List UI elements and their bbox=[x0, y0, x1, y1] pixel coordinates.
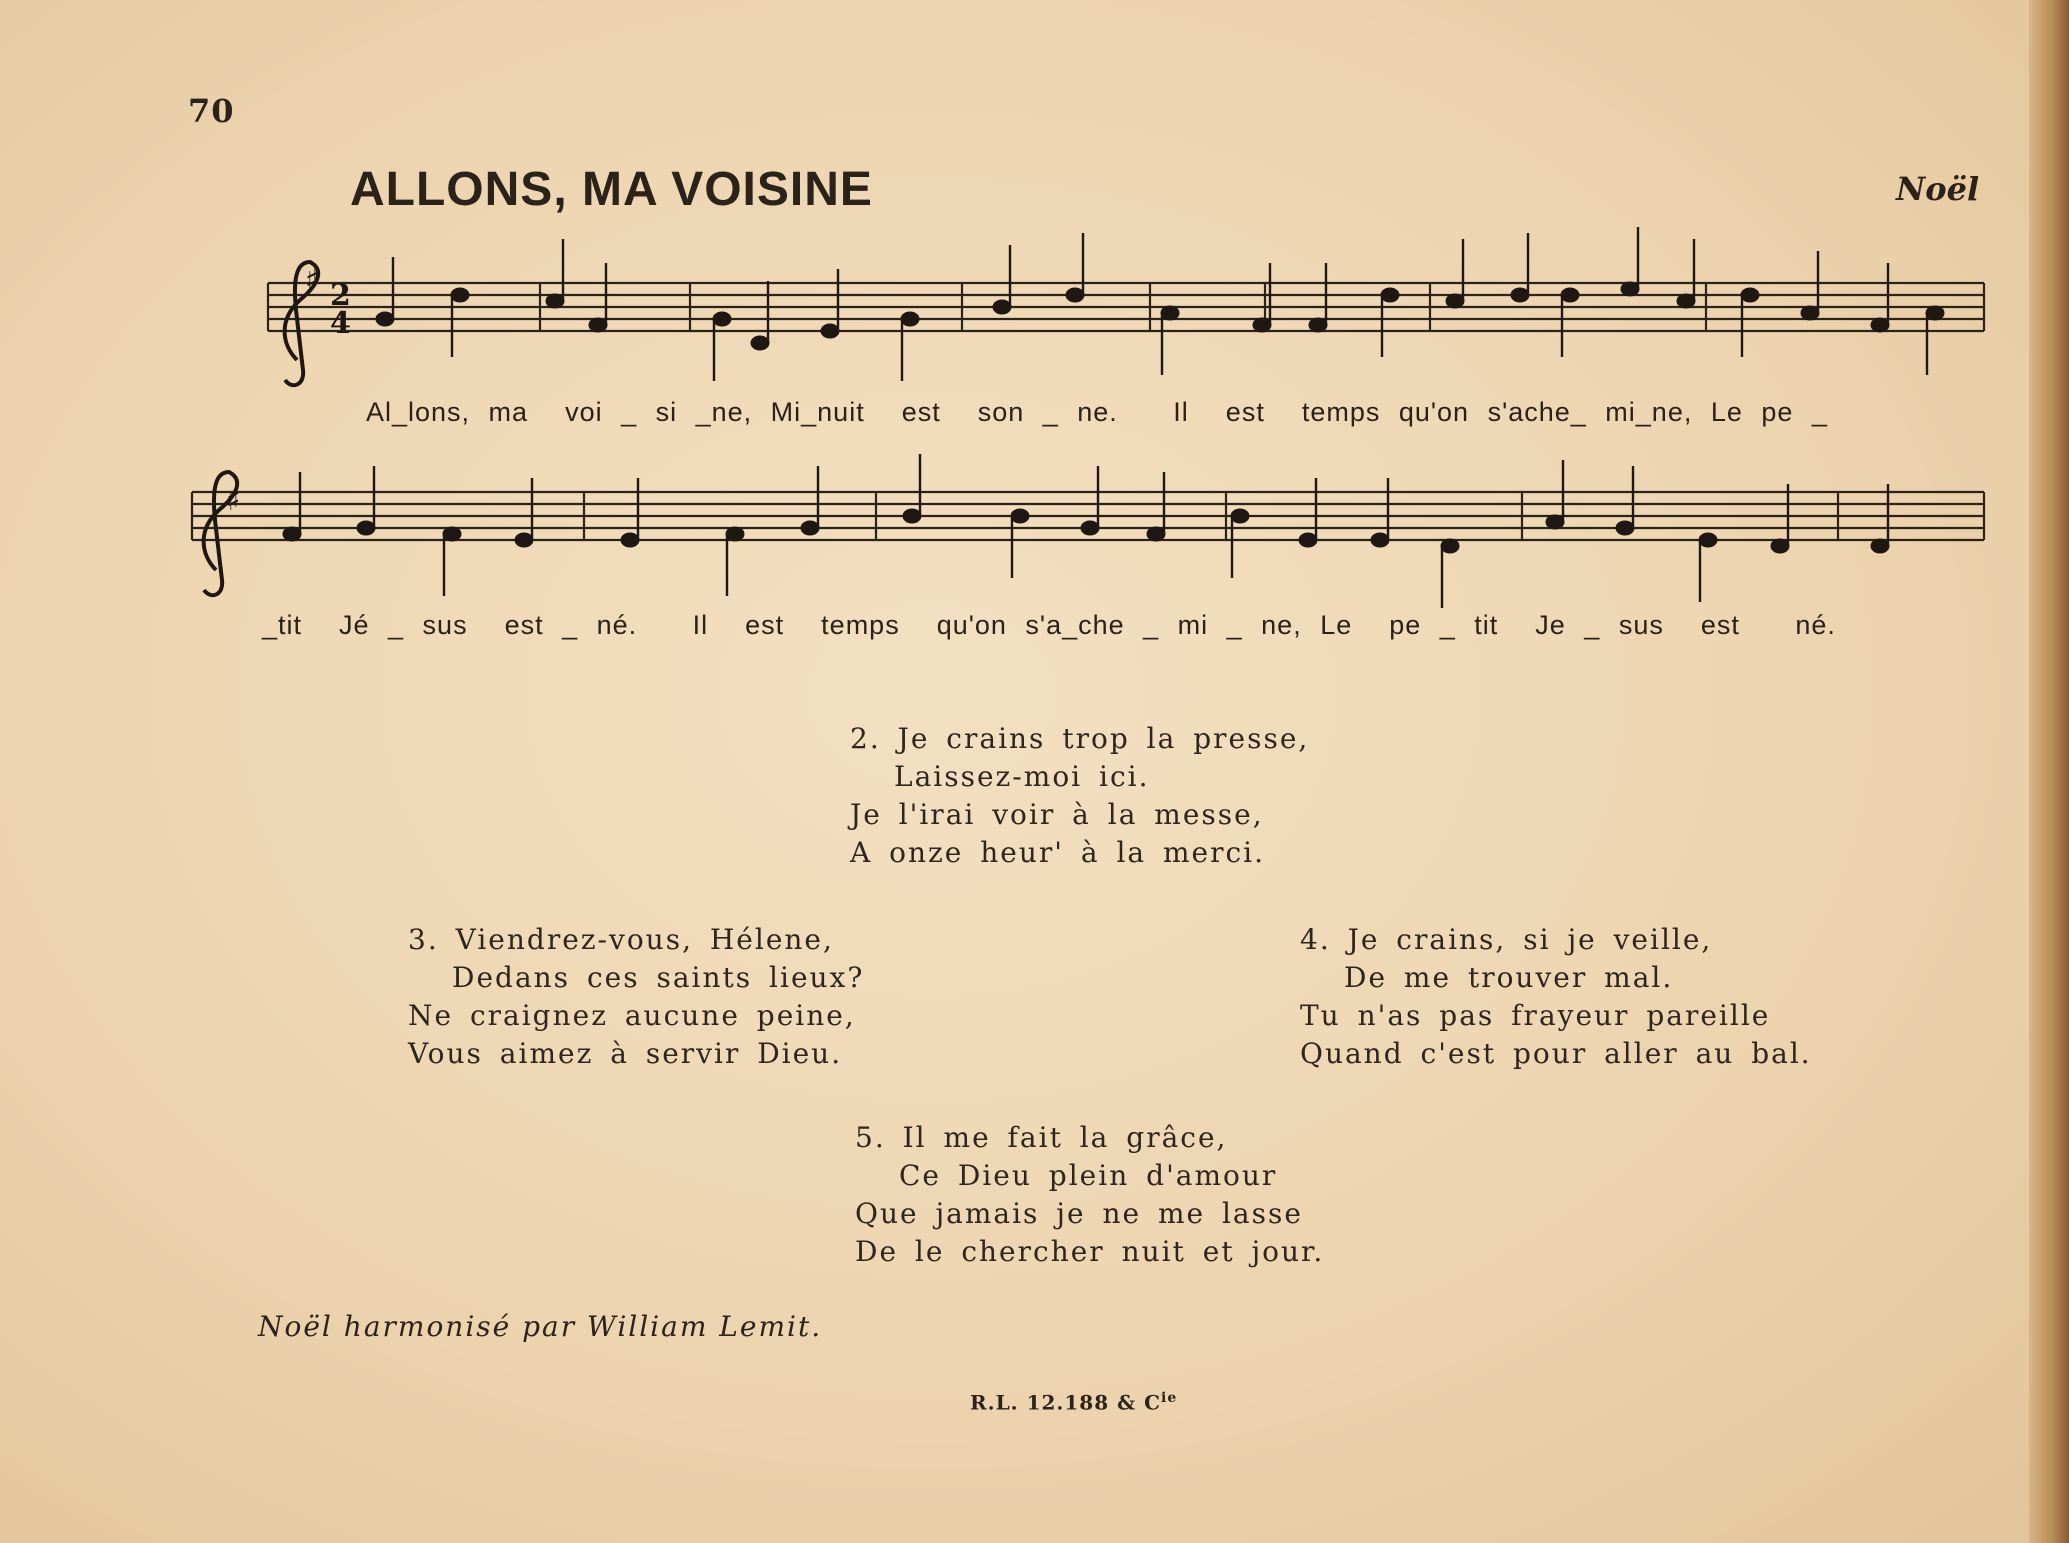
lyrics-line-1: Al_lons, ma voi _ si _ne, Mi_nuit est son _ ne. Il est temps qu'on s'ache_ mi_ne, Le pe _ bbox=[366, 397, 1828, 427]
note-head bbox=[1871, 318, 1889, 332]
key-signature-2: ♯ bbox=[226, 483, 241, 518]
staff-1 bbox=[268, 283, 1984, 331]
note-head bbox=[1616, 521, 1634, 535]
note-head bbox=[1371, 533, 1389, 547]
note-head bbox=[1441, 539, 1459, 553]
verse-line: Ce Dieu plein d'amour bbox=[899, 1159, 1278, 1192]
verse-line: 2. Je crains trop la presse, bbox=[850, 722, 1310, 755]
note-head bbox=[1871, 539, 1889, 553]
note-head bbox=[546, 294, 564, 308]
verse-line: Ne craignez aucune peine, bbox=[408, 999, 856, 1032]
note-head bbox=[1066, 288, 1084, 302]
key-signature-1: ♯ bbox=[305, 263, 320, 298]
note-head bbox=[1161, 306, 1179, 320]
note-head bbox=[1081, 521, 1099, 535]
note-head bbox=[1801, 306, 1819, 320]
verse-line: 5. Il me fait la grâce, bbox=[855, 1121, 1228, 1154]
song-title: ALLONS, MA VOISINE bbox=[350, 163, 873, 216]
verse-line: Dedans ces saints lieux? bbox=[452, 961, 865, 994]
note-head bbox=[1741, 288, 1759, 302]
publisher-mark bbox=[970, 1390, 1177, 1415]
note-head bbox=[515, 533, 533, 547]
note-head bbox=[1677, 294, 1695, 308]
verse-2 bbox=[850, 720, 1309, 872]
verse-3 bbox=[408, 921, 864, 1073]
note-head bbox=[1231, 509, 1249, 523]
verse-line: Que jamais je ne me lasse bbox=[855, 1197, 1303, 1230]
note-head bbox=[1011, 509, 1029, 523]
verse-line: 4. Je crains, si je veille, bbox=[1300, 923, 1713, 956]
verse-line: Tu n'as pas frayeur pareille bbox=[1300, 999, 1771, 1032]
verse-line: De le chercher nuit et jour. bbox=[855, 1235, 1325, 1268]
note-head bbox=[751, 336, 769, 350]
note-head bbox=[1926, 306, 1944, 320]
publisher-text: R.L. 12.188 & C bbox=[970, 1390, 1162, 1415]
note-head bbox=[901, 312, 919, 326]
note-head bbox=[1253, 318, 1271, 332]
note-head bbox=[801, 521, 819, 535]
verse-line: A onze heur' à la merci. bbox=[850, 836, 1266, 869]
note-head bbox=[1561, 288, 1579, 302]
note-head bbox=[1621, 282, 1639, 296]
note-head bbox=[1546, 515, 1564, 529]
verse-line: Vous aimez à servir Dieu. bbox=[408, 1037, 843, 1070]
note-head bbox=[1147, 527, 1165, 541]
sheet-music bbox=[0, 0, 2069, 700]
note-head bbox=[1381, 288, 1399, 302]
verse-line: Quand c'est pour aller au bal. bbox=[1300, 1037, 1812, 1070]
publisher-superscript: ie bbox=[1161, 1390, 1178, 1406]
genre-label: Noël bbox=[1896, 170, 1980, 208]
verse-line: Je l'irai voir à la messe, bbox=[850, 798, 1264, 831]
note-head bbox=[1511, 288, 1529, 302]
lyrics-line-2: _tit Jé _ sus est _ né. Il est temps qu'on s'a_che _ mi _ ne, Le pe _ tit Je _ sus est né. bbox=[262, 610, 1836, 640]
note-head bbox=[589, 318, 607, 332]
note-head bbox=[357, 521, 375, 535]
note-head bbox=[821, 324, 839, 338]
note-head bbox=[1299, 533, 1317, 547]
note-head bbox=[443, 527, 461, 541]
note-head bbox=[283, 527, 301, 541]
note-head bbox=[993, 300, 1011, 314]
verse-5 bbox=[855, 1119, 1324, 1271]
note-head bbox=[451, 288, 469, 302]
verse-line: De me trouver mal. bbox=[1344, 961, 1674, 994]
note-head bbox=[903, 509, 921, 523]
note-head bbox=[1446, 294, 1464, 308]
verse-line: Laissez-moi ici. bbox=[894, 760, 1150, 793]
time-signature-top: 2 bbox=[330, 278, 351, 313]
note-head bbox=[376, 312, 394, 326]
note-head bbox=[621, 533, 639, 547]
verse-line: 3. Viendrez-vous, Hélene, bbox=[408, 923, 834, 956]
note-head bbox=[1699, 533, 1717, 547]
page-number: 70 bbox=[188, 92, 235, 130]
note-head bbox=[713, 312, 731, 326]
time-signature-bottom: 4 bbox=[330, 306, 351, 341]
note-head bbox=[726, 527, 744, 541]
harmonization-credit: Noël harmonisé par William Lemit. bbox=[258, 1310, 823, 1343]
verse-4 bbox=[1300, 921, 1812, 1073]
note-head bbox=[1771, 539, 1789, 553]
note-head bbox=[1309, 318, 1327, 332]
